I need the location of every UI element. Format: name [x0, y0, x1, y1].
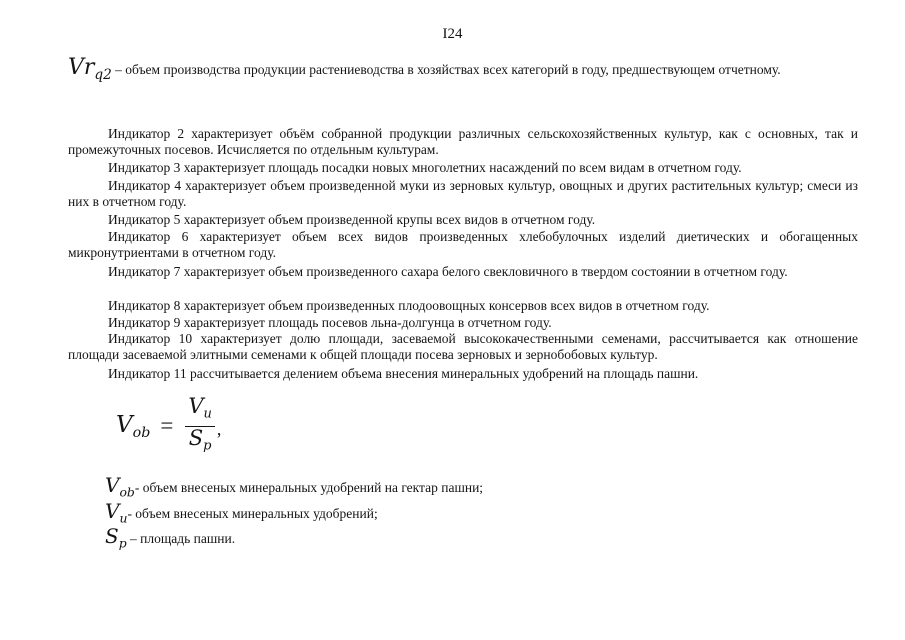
paragraph-indicator-9: Индикатор 9 характеризует площадь посевов льна-долгунца в отчетном году.: [108, 315, 552, 330]
paragraph-indicator-4: Индикатор 4 характеризует объем произведенной муки из зерновых культур, овощных и других растительных культур; смеси из них в отчетном году.: [68, 178, 858, 209]
legend-text-vob: - объем внесеных минеральных удобрений на гектар пашни;: [134, 480, 484, 495]
legend-symbol-sp: $S_p$: [105, 524, 127, 551]
formula-denominator: $S_p$: [188, 425, 212, 454]
formula-fraction: [185, 395, 215, 457]
page-number: I24: [442, 26, 463, 42]
paragraph-indicator-5: Индикатор 5 характеризует объем произведенной крупы всех видов в отчетном году.: [108, 212, 596, 227]
paragraph-indicator-8: Индикатор 8 характеризует объем произведенных плодоовощных консервов всех видов в отчетном году.: [108, 298, 710, 313]
legend-item-sp: [105, 524, 235, 550]
paragraph-indicator-6: Индикатор 6 характеризует объем всех видов произведенных хлебобулочных изделий диетических и обогащенных микронутриентами в отчетном году.: [68, 229, 858, 260]
legend-item-vob: [105, 473, 483, 499]
legend-item-vu: [105, 499, 378, 525]
formula-lhs: $V_{ob}$: [116, 411, 151, 441]
legend-symbol-vob: $V_{ob}$: [105, 473, 135, 500]
formula-vob: [116, 395, 221, 457]
paragraph-indicator-2: Индикатор 2 характеризует объём собранной продукции различных сельскохозяйственных культур, как с основных, так и промежуточных посевов. Исчисляется по отдельным культурам.: [68, 126, 858, 157]
symbol-vrq2: $Vr_{q2}$: [68, 55, 112, 83]
paragraph-indicator-7: Индикатор 7 характеризует объем произведенного сахара белого свекловичного в твердом состоянии в отчетном году.: [108, 264, 788, 279]
paragraph-indicator-11: Индикатор 11 рассчитывается делением объема внесения минеральных удобрений на площадь пашни.: [108, 366, 699, 381]
formula-equals: =: [160, 413, 174, 439]
definition-text: – объем производства продукции растениеводства в хозяйствах всех категорий в году, предшествующем отчетному.: [111, 62, 781, 77]
paragraph-indicator-3: Индикатор 3 характеризует площадь посадки новых многолетних насаждений по всем видам в отчетном году.: [108, 160, 742, 175]
legend-text-vu: - объем внесеных минеральных удобрений;: [127, 506, 378, 521]
paragraph-indicator-10: Индикатор 10 характеризует долю площади, засеваемой высококачественными семенами, рассчитывается как отношение площади засеваемой элитными семенами к общей площади посева зерновых и зернобобовых культур.: [68, 331, 858, 362]
legend-symbol-vu: $V_u$: [105, 499, 128, 526]
legend-text-sp: – площадь пашни.: [126, 531, 236, 546]
formula-comma: ,: [216, 418, 222, 439]
definition-vrq2: [68, 55, 858, 83]
formula-numerator: $V_u$: [185, 395, 215, 427]
